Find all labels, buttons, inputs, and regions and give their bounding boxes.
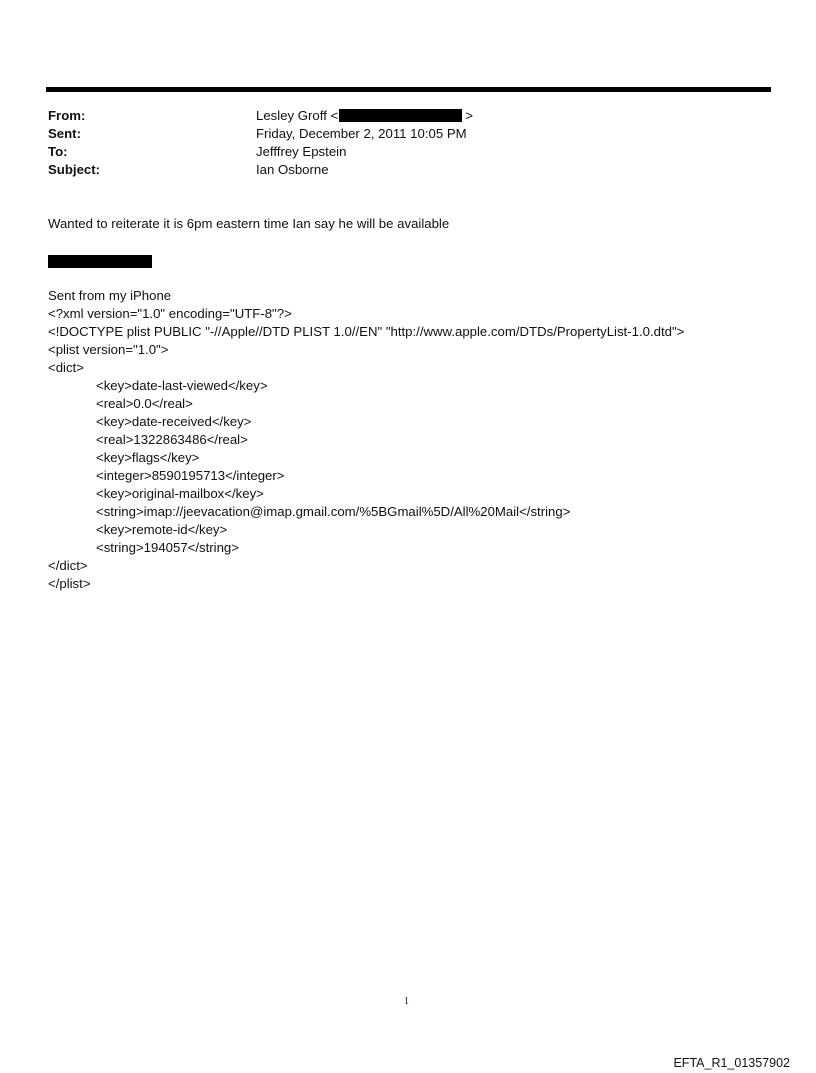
document-id: EFTA_R1_01357902 — [673, 1056, 790, 1070]
xml-line: <plist version="1.0"> — [48, 342, 169, 357]
from-name: Lesley Groff < — [256, 108, 339, 123]
xml-line: </dict> — [48, 558, 88, 573]
to-value: Jefffrey Epstein — [256, 144, 347, 159]
page-number: 1 — [404, 996, 409, 1007]
xml-line: <string>imap://jeevacation@imap.gmail.com/%5BGmail%5D/All%20Mail</string> — [96, 504, 571, 519]
xml-line: <real>1322863486</real> — [96, 432, 248, 447]
xml-line: </plist> — [48, 576, 91, 591]
sent-label: Sent: — [48, 126, 81, 141]
xml-line: <key>date-received</key> — [96, 414, 252, 429]
header-rule — [46, 87, 771, 92]
xml-line: <key>remote-id</key> — [96, 522, 228, 537]
redaction-bar — [339, 109, 462, 122]
subject-value: Ian Osborne — [256, 162, 329, 177]
xml-line: <!DOCTYPE plist PUBLIC "-//Apple//DTD PLIST 1.0//EN" "http://www.apple.com/DTDs/PropertyList-1.0.dtd"> — [48, 324, 685, 339]
from-label: From: — [48, 108, 86, 123]
xml-line: <?xml version="1.0" encoding="UTF-8"?> — [48, 306, 292, 321]
message-text: Wanted to reiterate it is 6pm eastern time Ian say he will be available — [48, 216, 450, 231]
xml-line: <dict> — [48, 360, 84, 375]
from-value — [256, 107, 473, 125]
from-suffix: > — [465, 108, 473, 123]
xml-line: <key>date-last-viewed</key> — [96, 378, 268, 393]
xml-line: <key>original-mailbox</key> — [96, 486, 264, 501]
sent-value: Friday, December 2, 2011 10:05 PM — [256, 126, 467, 141]
xml-line: <string>194057</string> — [96, 540, 239, 555]
xml-line: <integer>8590195713</integer> — [96, 468, 285, 483]
redaction-block — [48, 255, 152, 268]
signature-text: Sent from my iPhone — [48, 288, 172, 303]
to-label: To: — [48, 144, 68, 159]
xml-line: <real>0.0</real> — [96, 396, 193, 411]
xml-line: <key>flags</key> — [96, 450, 200, 465]
subject-label: Subject: — [48, 162, 101, 177]
